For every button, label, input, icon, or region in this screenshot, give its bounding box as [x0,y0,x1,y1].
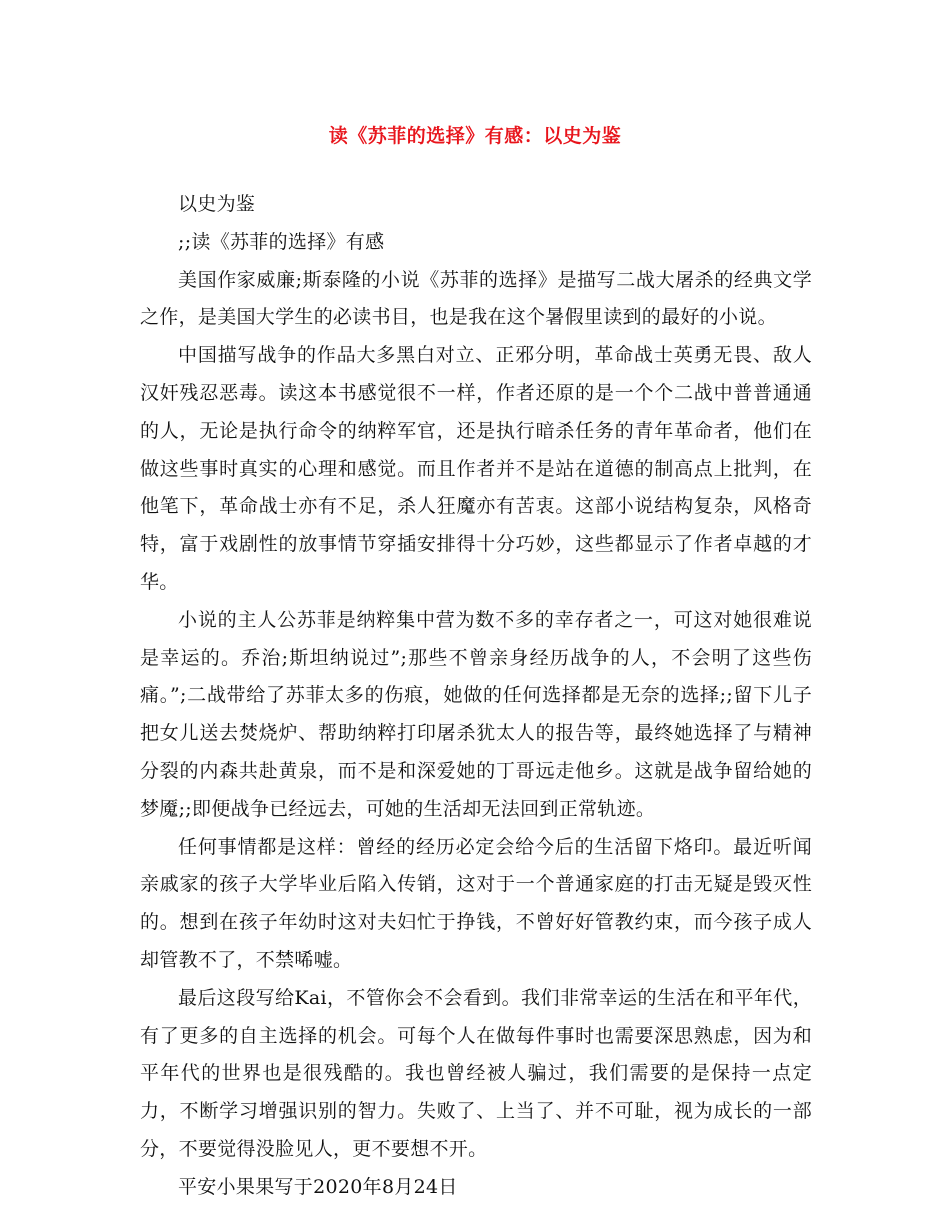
document-title: 读《苏菲的选择》有感：以史为鉴 [328,125,622,147]
heading-line: 以史为鉴 [178,193,256,215]
document-body [140,186,812,1207]
subheading-line: ;;读《苏菲的选择》有感 [178,230,385,253]
paragraph-to-kai: 最后这段写给Kai，不管你会不会看到。我们非常幸运的生活在和平年代，有了更多的自主选择的机会。可每个人在做每件事时也需要深思熟虑，因为和平年代的世界也是很残酷的。我也曾经被人骗过，我们需要的是保持一点定力，不断学习增强识别的智力。失败了、上当了、并不可耻，视为成长的一部分，不要觉得没脸见人，更不要想不开。 [140,986,812,1160]
paragraph-intro: 美国作家威廉;斯泰隆的小说《苏菲的选择》是描写二战大屠杀的经典文学之作，是美国大学生的必读书目，也是我在这个暑假里读到的最好的小说。 [140,268,812,329]
signature-line: 平安小果果写于2020年8月24日 [178,1175,458,1198]
paragraph-experience: 任何事情都是这样：曾经的经历必定会给今后的生活留下烙印。最近听闻亲戚家的孩子大学毕业后陷入传销，这对于一个普通家庭的打击无疑是毁灭性的。想到在孩子年幼时这对夫妇忙于挣钱，不曾好好管教约束，而今孩子成人却管教不了，不禁唏嘘。 [140,835,812,971]
paragraph-war-works: 中国描写战争的作品大多黑白对立、正邪分明，革命战士英勇无畏、敌人汉奸残忍恶毒。读这本书感觉很不一样，作者还原的是一个个二战中普普通通的人，无论是执行命令的纳粹军官，还是执行暗杀任务的青年革命者，他们在做这些事时真实的心理和感觉。而且作者并不是站在道德的制高点上批判，在他笔下，革命战士亦有不足，杀人狂魔亦有苦衷。这部小说结构复杂，风格奇特，富于戏剧性的放事情节穿插安排得十分巧妙，这些都显示了作者卓越的才华。 [140,344,812,593]
paragraph-sophie: 小说的主人公苏菲是纳粹集中营为数不多的幸存者之一，可这对她很难说是幸运的。乔治;斯坦纳说过”;那些不曾亲身经历战争的人，不会明了这些伤痛。”;二战带给了苏菲太多的伤痕，她做的任何选择都是无奈的选择;;留下儿子把女儿送去焚烧炉、帮助纳粹打印屠杀犹太人的报告等，最终她选择了与精神分裂的内森共赴黄泉，而不是和深爱她的丁哥远走他乡。这就是战争留给她的梦魇;;即便战争已经远去，可她的生活却无法回到正常轨迹。 [140,608,812,820]
